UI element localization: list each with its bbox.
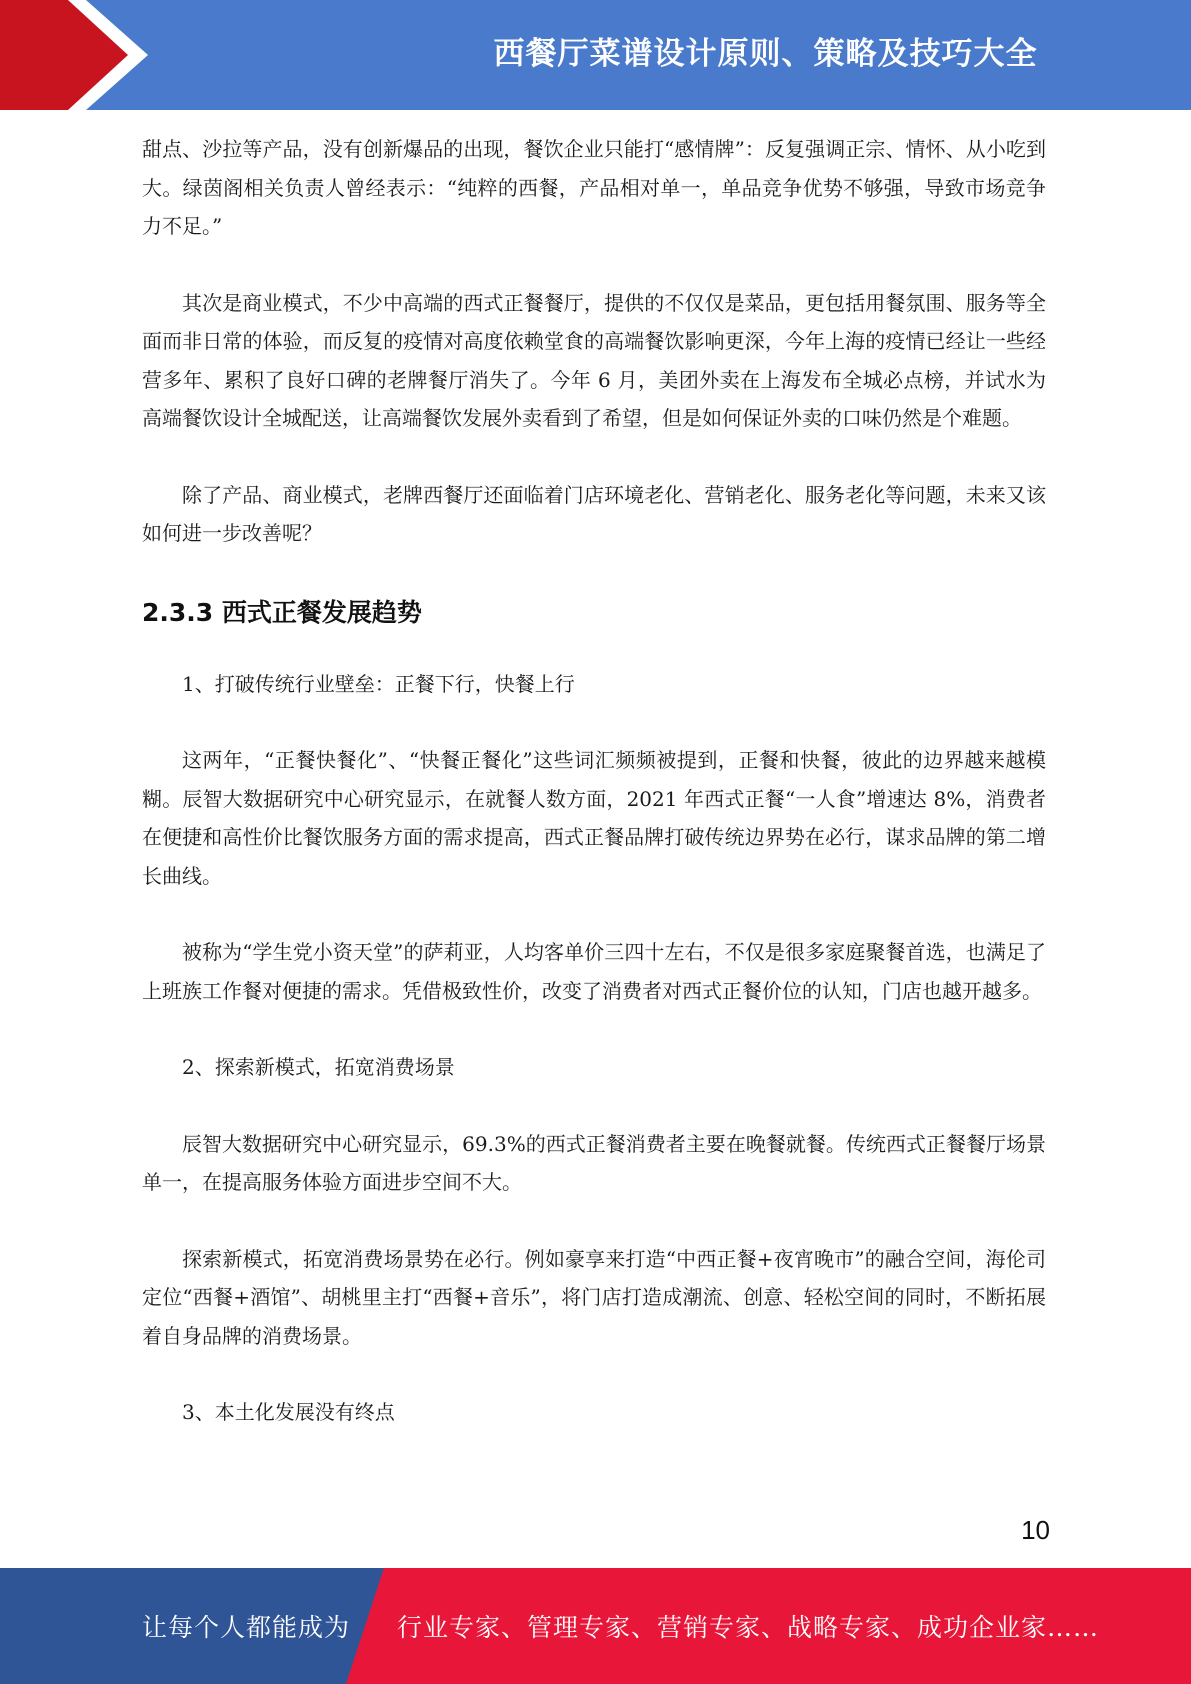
paragraph: 其次是商业模式，不少中高端的西式正餐餐厅，提供的不仅仅是菜品，更包括用餐氛围、服务等全面而非日常的体验，而反复的疫情对高度依赖堂食的高端餐饮影响更深，今年上海的疫情已经让一些经营多年、累积了良好口碑的老牌餐厅消失了。今年 6 月，美团外卖在上海发布全城必点榜，并试水为高端餐饮设计全城配送，让高端餐饮发展外卖看到了希望，但是如何保证外卖的口味仍然是个难题。: [142, 290, 1046, 430]
document-title: 西餐厅菜谱设计原则、策略及技巧大全: [493, 35, 1038, 72]
footer-slogan-right: 行业专家、管理专家、营销专家、战略专家、成功企业家……: [397, 1613, 1100, 1642]
paragraph: 被称为“学生党小资天堂”的萨莉亚，人均客单价三四十左右，不仅是很多家庭聚餐首选，也满足了上班族工作餐对便捷的需求。凭借极致性价，改变了消费者对西式正餐价位的认知，门店也越开越多。: [142, 940, 1046, 1003]
page-content: [142, 130, 1046, 1432]
footer-slogan-left: 让每个人都能成为: [142, 1613, 351, 1642]
paragraph: 这两年，“正餐快餐化”、“快餐正餐化”这些词汇频频被提到，正餐和快餐，彼此的边界越来越模糊。辰智大数据研究中心研究显示，在就餐人数方面，2021 年西式正餐“一人食”增速达 8%，消费者在便捷和高性价比餐饮服务方面的需求提高，西式正餐品牌打破传统边界势在必行，谋求品牌的第二增长曲线。: [142, 748, 1046, 888]
subheading: 1、打破传统行业壁垒：正餐下行，快餐上行: [182, 671, 575, 696]
section-heading: 2.3.3 西式正餐发展趋势: [142, 597, 422, 627]
paragraph: 甜点、沙拉等产品，没有创新爆品的出现，餐饮企业只能打“感情牌”：反复强调正宗、情怀、从小吃到大。绿茵阁相关负责人曾经表示：“纯粹的西餐，产品相对单一，单品竞争优势不够强，导致市场竞争力不足。”: [142, 137, 1046, 238]
paragraph: 辰智大数据研究中心研究显示，69.3%的西式正餐消费者主要在晚餐就餐。传统西式正餐餐厅场景单一，在提高服务体验方面进步空间不大。: [142, 1131, 1046, 1194]
subheading: 2、探索新模式，拓宽消费场景: [182, 1055, 455, 1079]
paragraph: 探索新模式，拓宽消费场景势在必行。例如豪享来打造“中西正餐+夜宵晚市”的融合空间，海伦司定位“西餐+酒馆”、胡桃里主打“西餐+音乐”，将门店打造成潮流、创意、轻松空间的同时，不断拓展着自身品牌的消费场景。: [142, 1246, 1046, 1348]
page-number: 10: [1021, 1515, 1050, 1545]
paragraph: 除了产品、商业模式，老牌西餐厅还面临着门店环境老化、营销老化、服务老化等问题，未来又该如何进一步改善呢？: [142, 482, 1046, 545]
subheading: 3、本土化发展没有终点: [182, 1400, 395, 1424]
page-header: [0, 0, 1191, 110]
page-footer: [0, 1568, 1191, 1684]
